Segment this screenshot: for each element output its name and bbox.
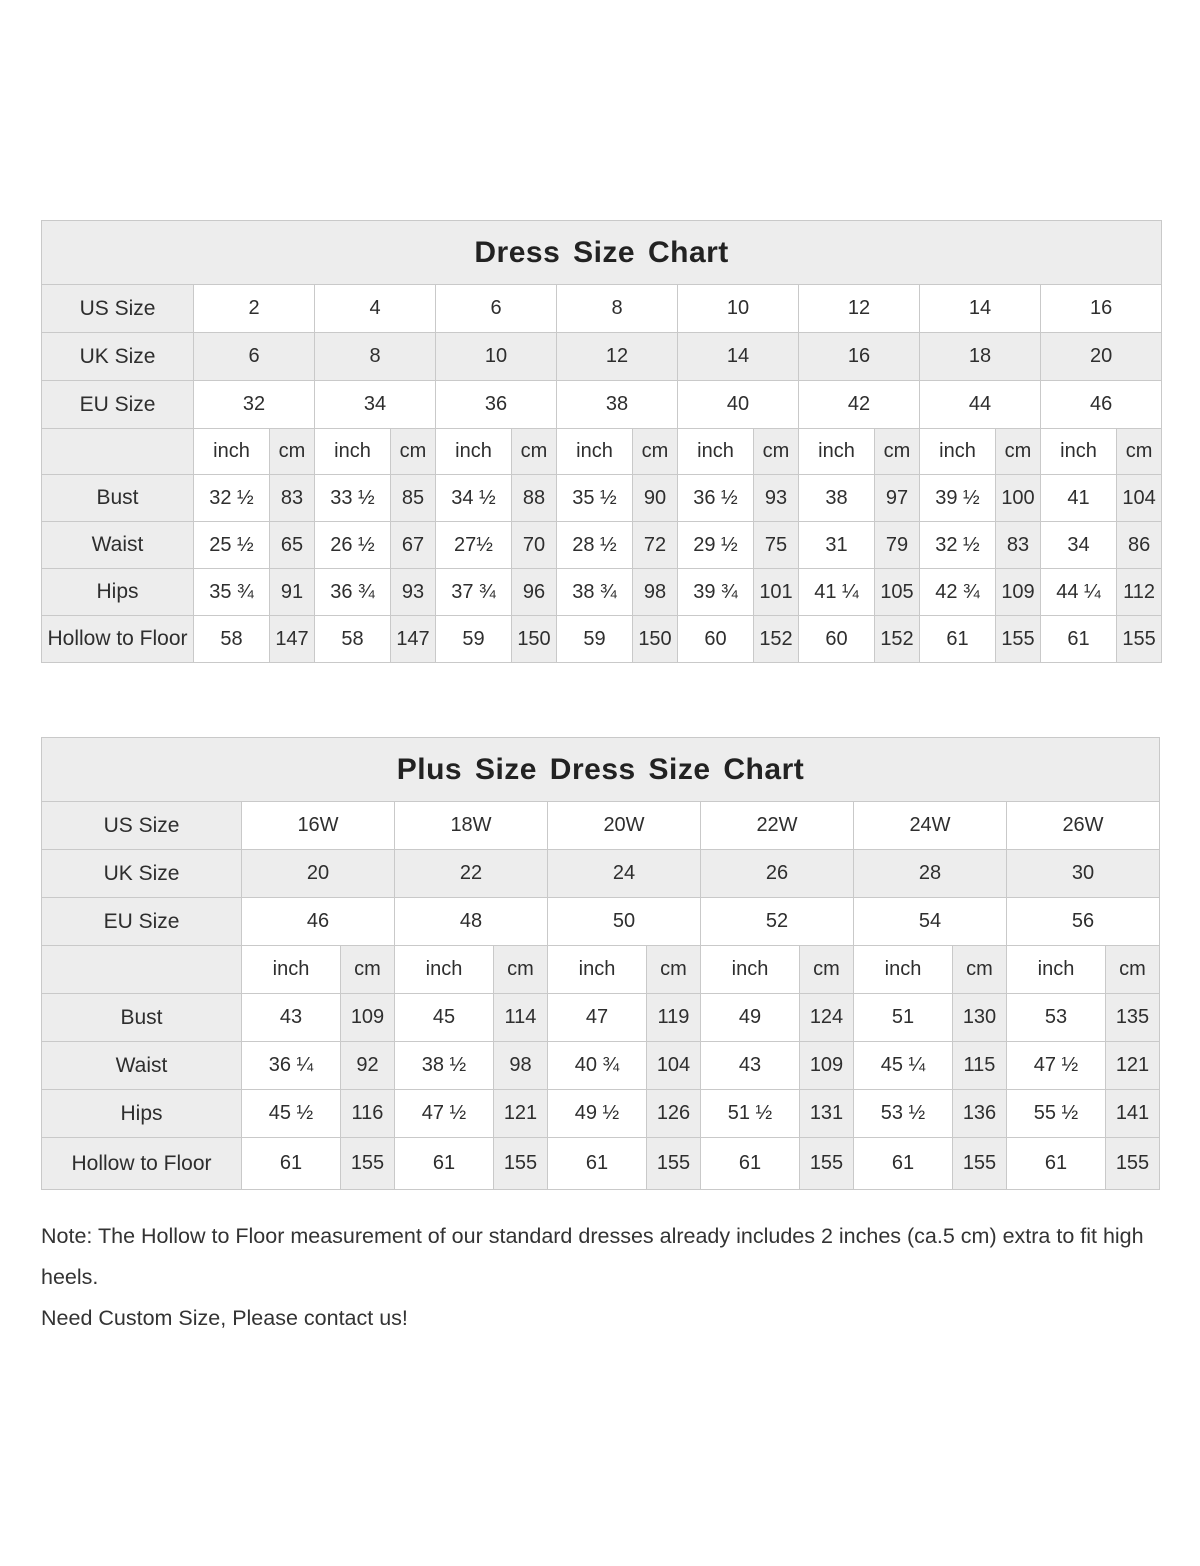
inch-value-cell: 53 ½ (854, 1090, 953, 1138)
inch-value-cell: 38 ¾ (557, 569, 633, 616)
cm-value-cell: 75 (754, 522, 799, 569)
footnotes (41, 1216, 1159, 1339)
row-label: Hips (42, 569, 194, 616)
cm-value-cell: 150 (512, 616, 557, 663)
cm-value-cell: 109 (800, 1042, 854, 1090)
cm-value-cell: 152 (754, 616, 799, 663)
cm-value-cell: 155 (647, 1138, 701, 1190)
inch-value-cell: 45 ½ (242, 1090, 341, 1138)
inch-value-cell: 60 (678, 616, 754, 663)
cm-value-cell: 131 (800, 1090, 854, 1138)
inch-value-cell: 47 (548, 994, 647, 1042)
size-value-cell: 6 (436, 285, 557, 333)
inch-value-cell: 31 (799, 522, 875, 569)
size-value-cell: 26 (701, 850, 854, 898)
unit-cm-cell: cm (647, 946, 701, 994)
inch-value-cell: 45 (395, 994, 494, 1042)
unit-inch-cell: inch (1041, 429, 1117, 475)
cm-value-cell: 86 (1117, 522, 1162, 569)
size-value-cell: 46 (1041, 381, 1162, 429)
size-value-cell: 18W (395, 802, 548, 850)
unit-header-spacer (42, 946, 242, 994)
inch-value-cell: 61 (1041, 616, 1117, 663)
cm-value-cell: 130 (953, 994, 1007, 1042)
row-label: Waist (42, 1042, 242, 1090)
unit-inch-cell: inch (854, 946, 953, 994)
inch-value-cell: 53 (1007, 994, 1106, 1042)
size-value-cell: 42 (799, 381, 920, 429)
size-value-cell: 20W (548, 802, 701, 850)
inch-value-cell: 61 (1007, 1138, 1106, 1190)
inch-value-cell: 40 ¾ (548, 1042, 647, 1090)
size-value-cell: 18 (920, 333, 1041, 381)
size-value-cell: 14 (678, 333, 799, 381)
size-value-cell: 40 (678, 381, 799, 429)
row-label: Bust (42, 475, 194, 522)
inch-value-cell: 33 ½ (315, 475, 391, 522)
cm-value-cell: 109 (341, 994, 395, 1042)
inch-value-cell: 43 (242, 994, 341, 1042)
inch-value-cell: 45 ¼ (854, 1042, 953, 1090)
cm-value-cell: 91 (270, 569, 315, 616)
inch-value-cell: 36 ¾ (315, 569, 391, 616)
unit-header-spacer (42, 429, 194, 475)
cm-value-cell: 121 (494, 1090, 548, 1138)
size-value-cell: 24 (548, 850, 701, 898)
inch-value-cell: 60 (799, 616, 875, 663)
size-value-cell: 22 (395, 850, 548, 898)
cm-value-cell: 85 (391, 475, 436, 522)
size-value-cell: 10 (678, 285, 799, 333)
inch-value-cell: 55 ½ (1007, 1090, 1106, 1138)
cm-value-cell: 155 (800, 1138, 854, 1190)
cm-value-cell: 67 (391, 522, 436, 569)
cm-value-cell: 93 (754, 475, 799, 522)
row-label: US Size (42, 285, 194, 333)
size-value-cell: 14 (920, 285, 1041, 333)
inch-value-cell: 34 (1041, 522, 1117, 569)
size-value-cell: 46 (242, 898, 395, 946)
standard-size-chart-table (41, 220, 1162, 663)
plus-size-chart-table (41, 737, 1160, 1190)
row-label: Hollow to Floor (42, 616, 194, 663)
unit-inch-cell: inch (678, 429, 754, 475)
size-value-cell: 26W (1007, 802, 1160, 850)
unit-cm-cell: cm (996, 429, 1041, 475)
cm-value-cell: 104 (647, 1042, 701, 1090)
unit-cm-cell: cm (270, 429, 315, 475)
inch-value-cell: 61 (854, 1138, 953, 1190)
size-value-cell: 22W (701, 802, 854, 850)
row-label: UK Size (42, 333, 194, 381)
cm-value-cell: 116 (341, 1090, 395, 1138)
chart-title: Plus Size Dress Size Chart (42, 738, 1160, 802)
unit-cm-cell: cm (494, 946, 548, 994)
cm-value-cell: 114 (494, 994, 548, 1042)
cm-value-cell: 83 (270, 475, 315, 522)
unit-cm-cell: cm (633, 429, 678, 475)
unit-cm-cell: cm (754, 429, 799, 475)
unit-inch-cell: inch (920, 429, 996, 475)
size-value-cell: 16 (799, 333, 920, 381)
size-value-cell: 6 (194, 333, 315, 381)
cm-value-cell: 147 (391, 616, 436, 663)
row-label: Hips (42, 1090, 242, 1138)
inch-value-cell: 28 ½ (557, 522, 633, 569)
inch-value-cell: 61 (701, 1138, 800, 1190)
cm-value-cell: 155 (996, 616, 1041, 663)
unit-inch-cell: inch (242, 946, 341, 994)
inch-value-cell: 47 ½ (1007, 1042, 1106, 1090)
cm-value-cell: 93 (391, 569, 436, 616)
cm-value-cell: 83 (996, 522, 1041, 569)
unit-cm-cell: cm (1106, 946, 1160, 994)
inch-value-cell: 29 ½ (678, 522, 754, 569)
size-value-cell: 10 (436, 333, 557, 381)
cm-value-cell: 101 (754, 569, 799, 616)
size-value-cell: 28 (854, 850, 1007, 898)
cm-value-cell: 155 (953, 1138, 1007, 1190)
inch-value-cell: 36 ¼ (242, 1042, 341, 1090)
unit-cm-cell: cm (953, 946, 1007, 994)
inch-value-cell: 42 ¾ (920, 569, 996, 616)
cm-value-cell: 105 (875, 569, 920, 616)
inch-value-cell: 39 ¾ (678, 569, 754, 616)
row-label: Waist (42, 522, 194, 569)
cm-value-cell: 141 (1106, 1090, 1160, 1138)
cm-value-cell: 115 (953, 1042, 1007, 1090)
size-value-cell: 8 (315, 333, 436, 381)
inch-value-cell: 44 ¼ (1041, 569, 1117, 616)
unit-inch-cell: inch (194, 429, 270, 475)
cm-value-cell: 79 (875, 522, 920, 569)
cm-value-cell: 135 (1106, 994, 1160, 1042)
size-value-cell: 12 (799, 285, 920, 333)
size-value-cell: 38 (557, 381, 678, 429)
cm-value-cell: 70 (512, 522, 557, 569)
inch-value-cell: 37 ¾ (436, 569, 512, 616)
unit-cm-cell: cm (1117, 429, 1162, 475)
cm-value-cell: 90 (633, 475, 678, 522)
cm-value-cell: 155 (494, 1138, 548, 1190)
inch-value-cell: 59 (436, 616, 512, 663)
inch-value-cell: 35 ¾ (194, 569, 270, 616)
inch-value-cell: 49 (701, 994, 800, 1042)
row-label: UK Size (42, 850, 242, 898)
cm-value-cell: 72 (633, 522, 678, 569)
cm-value-cell: 155 (341, 1138, 395, 1190)
size-value-cell: 36 (436, 381, 557, 429)
note-custom-size: Need Custom Size, Please contact us! (41, 1306, 408, 1330)
size-value-cell: 30 (1007, 850, 1160, 898)
cm-value-cell: 147 (270, 616, 315, 663)
unit-cm-cell: cm (512, 429, 557, 475)
inch-value-cell: 41 ¼ (799, 569, 875, 616)
unit-cm-cell: cm (391, 429, 436, 475)
inch-value-cell: 32 ½ (920, 522, 996, 569)
cm-value-cell: 104 (1117, 475, 1162, 522)
size-value-cell: 54 (854, 898, 1007, 946)
size-value-cell: 32 (194, 381, 315, 429)
unit-inch-cell: inch (395, 946, 494, 994)
size-value-cell: 34 (315, 381, 436, 429)
inch-value-cell: 51 ½ (701, 1090, 800, 1138)
cm-value-cell: 124 (800, 994, 854, 1042)
size-value-cell: 50 (548, 898, 701, 946)
inch-value-cell: 39 ½ (920, 475, 996, 522)
inch-value-cell: 38 ½ (395, 1042, 494, 1090)
inch-value-cell: 58 (194, 616, 270, 663)
unit-inch-cell: inch (1007, 946, 1106, 994)
cm-value-cell: 155 (1117, 616, 1162, 663)
cm-value-cell: 109 (996, 569, 1041, 616)
chart-title: Dress Size Chart (42, 221, 1162, 285)
unit-cm-cell: cm (341, 946, 395, 994)
cm-value-cell: 98 (494, 1042, 548, 1090)
cm-value-cell: 121 (1106, 1042, 1160, 1090)
unit-inch-cell: inch (436, 429, 512, 475)
cm-value-cell: 112 (1117, 569, 1162, 616)
cm-value-cell: 150 (633, 616, 678, 663)
cm-value-cell: 88 (512, 475, 557, 522)
unit-inch-cell: inch (557, 429, 633, 475)
inch-value-cell: 41 (1041, 475, 1117, 522)
row-label: Bust (42, 994, 242, 1042)
size-value-cell: 56 (1007, 898, 1160, 946)
size-value-cell: 52 (701, 898, 854, 946)
row-label: EU Size (42, 898, 242, 946)
inch-value-cell: 43 (701, 1042, 800, 1090)
unit-cm-cell: cm (875, 429, 920, 475)
inch-value-cell: 61 (395, 1138, 494, 1190)
cm-value-cell: 100 (996, 475, 1041, 522)
size-value-cell: 4 (315, 285, 436, 333)
unit-inch-cell: inch (315, 429, 391, 475)
cm-value-cell: 97 (875, 475, 920, 522)
row-label: EU Size (42, 381, 194, 429)
size-value-cell: 12 (557, 333, 678, 381)
unit-cm-cell: cm (800, 946, 854, 994)
cm-value-cell: 119 (647, 994, 701, 1042)
cm-value-cell: 96 (512, 569, 557, 616)
inch-value-cell: 25 ½ (194, 522, 270, 569)
note-hollow-to-floor: Note: The Hollow to Floor measurement of our standard dresses already includes 2 inches (ca.5 cm) extra to fit high heels. (41, 1224, 1144, 1289)
size-value-cell: 8 (557, 285, 678, 333)
inch-value-cell: 61 (242, 1138, 341, 1190)
size-value-cell: 20 (1041, 333, 1162, 381)
inch-value-cell: 59 (557, 616, 633, 663)
row-label: US Size (42, 802, 242, 850)
cm-value-cell: 98 (633, 569, 678, 616)
inch-value-cell: 35 ½ (557, 475, 633, 522)
cm-value-cell: 136 (953, 1090, 1007, 1138)
inch-value-cell: 61 (548, 1138, 647, 1190)
size-value-cell: 44 (920, 381, 1041, 429)
cm-value-cell: 155 (1106, 1138, 1160, 1190)
inch-value-cell: 32 ½ (194, 475, 270, 522)
inch-value-cell: 58 (315, 616, 391, 663)
inch-value-cell: 26 ½ (315, 522, 391, 569)
size-value-cell: 48 (395, 898, 548, 946)
inch-value-cell: 49 ½ (548, 1090, 647, 1138)
row-label: Hollow to Floor (42, 1138, 242, 1190)
inch-value-cell: 51 (854, 994, 953, 1042)
unit-inch-cell: inch (799, 429, 875, 475)
size-value-cell: 16W (242, 802, 395, 850)
cm-value-cell: 92 (341, 1042, 395, 1090)
inch-value-cell: 36 ½ (678, 475, 754, 522)
inch-value-cell: 38 (799, 475, 875, 522)
inch-value-cell: 47 ½ (395, 1090, 494, 1138)
size-value-cell: 24W (854, 802, 1007, 850)
size-value-cell: 2 (194, 285, 315, 333)
unit-inch-cell: inch (548, 946, 647, 994)
inch-value-cell: 34 ½ (436, 475, 512, 522)
size-value-cell: 16 (1041, 285, 1162, 333)
cm-value-cell: 152 (875, 616, 920, 663)
inch-value-cell: 27½ (436, 522, 512, 569)
cm-value-cell: 126 (647, 1090, 701, 1138)
unit-inch-cell: inch (701, 946, 800, 994)
inch-value-cell: 61 (920, 616, 996, 663)
cm-value-cell: 65 (270, 522, 315, 569)
size-value-cell: 20 (242, 850, 395, 898)
